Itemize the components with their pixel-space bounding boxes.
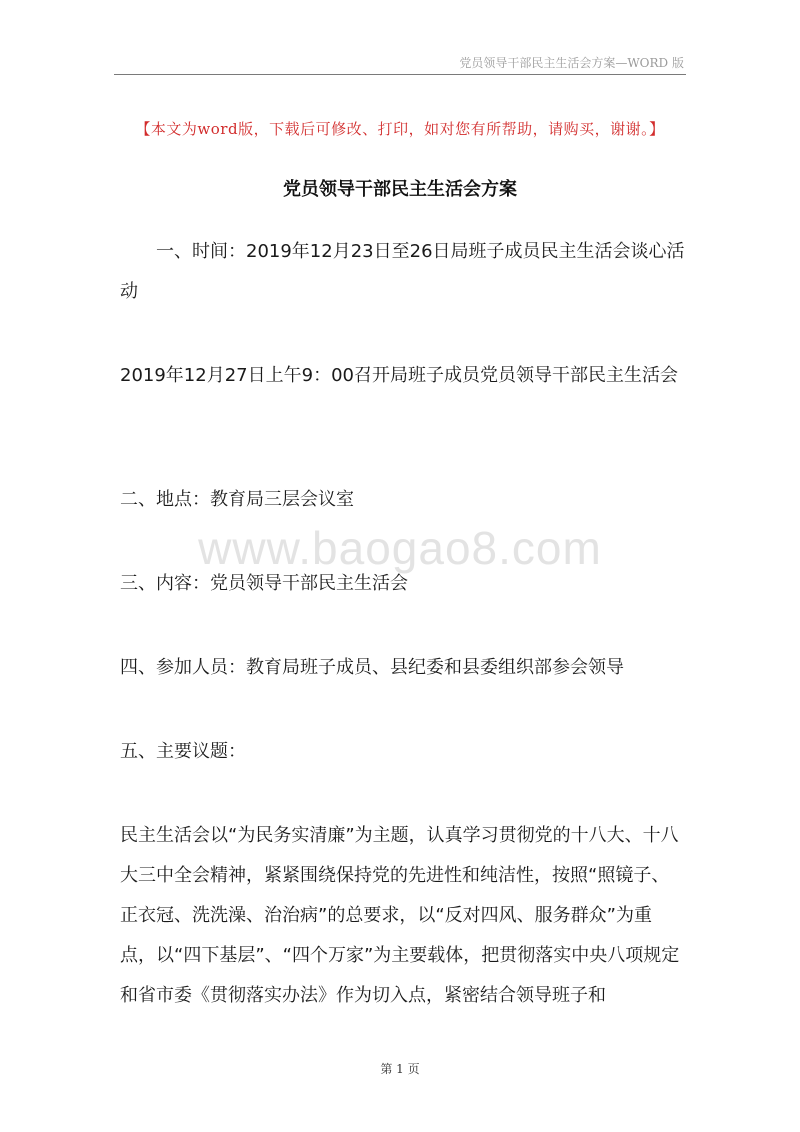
page-number: 第 1 页 [380, 1062, 420, 1076]
paragraph-participants: 四、参加人员：教育局班子成员、县纪委和县委组织部参会领导 [120, 657, 624, 678]
document-title: 党员领导干部民主生活会方案 [283, 179, 517, 200]
paragraph-agenda-heading: 五、主要议题： [120, 741, 246, 762]
paragraph-agenda-body: 民主生活会以“为民务实清廉”为主题，认真学习贯彻党的十八大、十八大三中全会精神，紧紧围绕保持党的先进性和纯洁性，按照“照镜子、正衣冠、洗洗澡、治治病”的总要求，以“反对四风、服务群众”为重点，以“四下基层”、“四个万家”为主要载体，把贯彻落实中央八项规定和省市委《贯彻落实办法》作为切入点，紧密结合领导班子和 [120, 825, 680, 1006]
header-rule [114, 74, 686, 75]
purchase-notice: 【本文为word版，下载后可修改、打印，如对您有所帮助，请购买，谢谢。】 [135, 120, 665, 138]
paragraph-location: 二、地点：教育局三层会议室 [120, 489, 354, 510]
site-watermark: www.baogao8.com [198, 522, 602, 574]
paragraph-time: 一、时间：2019年12月23日至26日局班子成员民主生活会谈心活动 [120, 241, 685, 302]
running-header: 党员领导干部民主生活会方案—WORD 版 [459, 56, 684, 70]
paragraph-content: 三、内容：党员领导干部民主生活会 [120, 573, 408, 594]
paragraph-meeting-time: 2019年12月27日上午9：00召开局班子成员党员领导干部民主生活会 [120, 365, 678, 386]
